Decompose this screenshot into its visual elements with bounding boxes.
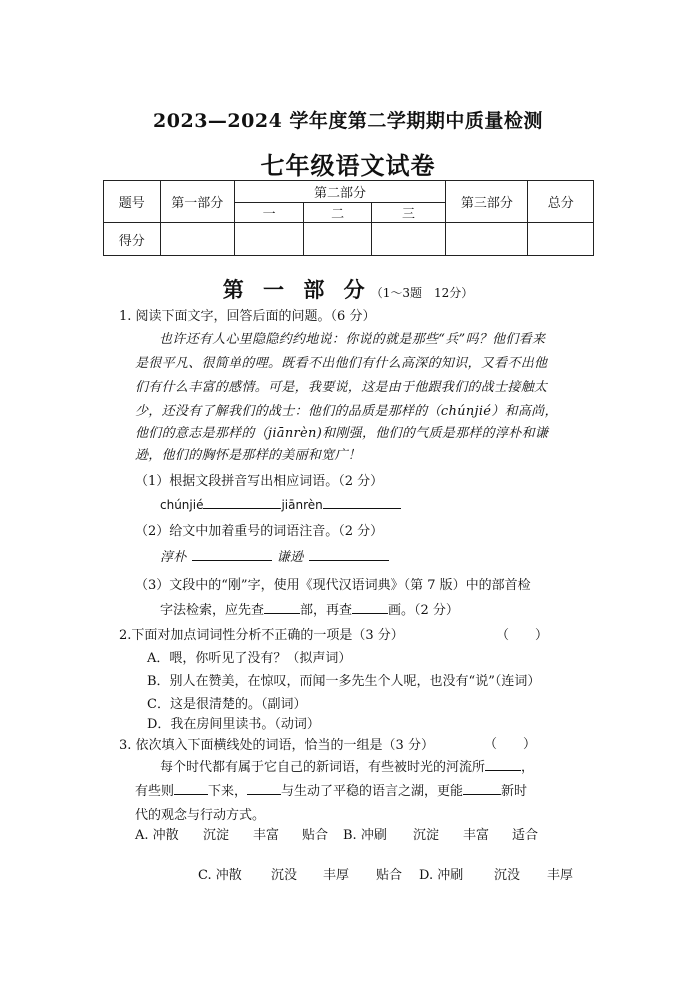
score-cell-total[interactable] (528, 223, 594, 256)
q3-line2-c: 与生动了平稳的语言之湖，更能 (281, 784, 464, 799)
q3-line1 (160, 756, 534, 775)
q1-passage-line-5: 他们的意志是那样的（jiānrèn)和刚强，他们的气质是那样的淳朴和谦 (135, 426, 549, 441)
q3-blank-1[interactable] (485, 758, 521, 771)
q2-option-a: A．喂，你听见了没有？（拟声词） (147, 651, 352, 666)
part2-header: 第二部分 (234, 181, 445, 203)
q3-option-c-2: 沉没 (271, 868, 298, 883)
part1-header: 第一部分 (160, 181, 234, 223)
q3-option-c-4: 贴合 (376, 868, 403, 883)
q3-option-d-2: 沉没 (494, 868, 521, 883)
q2-option-d: D．我在房间里读书。（动词） (147, 717, 320, 732)
q3-blank-4[interactable] (463, 782, 501, 795)
pinyin-chunjie: chúnjié (160, 498, 204, 512)
q3-blank-3[interactable] (247, 782, 281, 795)
exam-subtitle: 七年级语文试卷 (260, 151, 436, 180)
section1-title: 第 一 部 分 (222, 277, 371, 302)
q3-line2 (135, 780, 527, 799)
section1-heading (0, 274, 696, 304)
q1-passage-line-6: 逊，他们的胸怀是那样的美丽和宽广！ (135, 448, 362, 463)
word-qianxun: 谦逊 (276, 550, 304, 565)
answer-blank-chunpu[interactable] (192, 548, 272, 561)
q3-option-a-4: 贴合 (302, 828, 329, 843)
q3-line1-text: 每个时代都有属于它自己的新词语，有些被时光的河流所 (160, 760, 486, 775)
q3-option-c-3: 丰厚 (323, 868, 350, 883)
q1-passage-line-1: 也许还有人心里隐隐约约地说：你说的就是那些“兵”吗？他们看来 (159, 332, 546, 347)
q3-line2-d: 新时 (501, 784, 528, 799)
q1-sub3-line2 (160, 599, 459, 618)
q1-sub3-pre: 字法检索，应先查 (160, 603, 265, 618)
answer-blank-radical[interactable] (264, 601, 300, 614)
word-chunpu: 淳朴 (160, 550, 187, 565)
q1-sub3-line1: （3）文段中的“刚”字，使用《现代汉语词典》（第 7 版）中的部首检 (135, 578, 531, 593)
q3-line2-a: 有些则 (135, 784, 175, 799)
score-cell-part2-2[interactable] (304, 223, 371, 256)
q3-option-a-1: A. 冲散 (135, 828, 179, 843)
q1-passage-line-3: 们有什么丰富的感情。可是，我要说，这是由于他跟我们的战士接触太 (135, 380, 548, 395)
q1-sub3-post: 画。（2 分） (388, 603, 459, 618)
total-header: 总分 (528, 181, 594, 223)
part2-sub-2: 二 (304, 203, 371, 223)
q1-passage-line-2: 是很平凡、很简单的哩。既看不出他们有什么高深的知识，又看不出他 (135, 356, 548, 371)
q1-sub1: （1）根据文段拼音写出相应词语。（2 分） (135, 474, 384, 489)
q1-pinyin-row (160, 494, 401, 513)
q2-answer-paren[interactable]: （ ） (496, 628, 549, 643)
q2-option-b: B．别人在赞美，在惊叹，而闻一多先生个人呢，也没有“说”（连词） (147, 674, 541, 689)
q3-answer-paren[interactable]: （ ） (484, 737, 537, 752)
q3-option-a-3: 丰富 (253, 828, 280, 843)
q3-option-b-3: 丰富 (463, 828, 490, 843)
answer-blank-chunjie[interactable] (203, 496, 281, 509)
q3-option-d-3: 丰厚 (547, 868, 574, 883)
q3-option-d-1: D. 冲刷 (419, 868, 464, 883)
q3-option-b-2: 沉淀 (413, 828, 440, 843)
answer-blank-jianren[interactable] (323, 496, 401, 509)
score-cell-part3[interactable] (446, 223, 528, 256)
defen-label: 得分 (104, 223, 161, 256)
part2-sub-1: 一 (234, 203, 303, 223)
q1-stem: 1. 阅读下面文字，回答后面的问题。（6 分） (119, 309, 376, 324)
tihao-label: 题号 (104, 181, 161, 223)
q3-blank-2[interactable] (174, 782, 208, 795)
score-cell-part2-1[interactable] (234, 223, 303, 256)
q2-stem: 2.下面对加点词词性分析不正确的一项是（3 分） (119, 628, 404, 643)
q3-option-c-1: C. 冲散 (198, 868, 242, 883)
q1-word-row (160, 546, 389, 565)
pinyin-jianren: jiānrèn (281, 498, 323, 512)
q3-stem: 3. 依次填入下面横线处的词语，恰当的一组是（3 分） (119, 738, 434, 753)
q1-sub2: （2）给文中加着重号的词语注音。（2 分） (135, 524, 384, 539)
q2-option-c: C．这是很清楚的。（副词） (147, 697, 307, 712)
exam-title: 2023—2024 学年度第二学期期中质量检测 (153, 110, 543, 132)
score-table (103, 180, 594, 256)
score-cell-part1[interactable] (160, 223, 234, 256)
q3-option-b-1: B. 冲刷 (343, 828, 387, 843)
q3-option-a-2: 沉淀 (203, 828, 230, 843)
q3-option-b-4: 适合 (512, 828, 539, 843)
score-cell-part2-3[interactable] (371, 223, 445, 256)
q3-line3: 代的观念与行动方式。 (135, 808, 266, 823)
part2-sub-3: 三 (371, 203, 445, 223)
part3-header: 第三部分 (446, 181, 528, 223)
answer-blank-qianxun[interactable] (309, 548, 389, 561)
q3-line1-end: ， (521, 760, 535, 775)
answer-blank-strokes[interactable] (352, 601, 388, 614)
q1-sub3-mid: 部，再查 (300, 603, 353, 618)
section1-note: （1～3题 12分） (370, 286, 474, 300)
q3-line2-b: 下来， (208, 784, 248, 799)
q1-passage-line-4: 少，还没有了解我们的战士：他们的品质是那样的（chúnjié）和高尚， (135, 404, 558, 419)
